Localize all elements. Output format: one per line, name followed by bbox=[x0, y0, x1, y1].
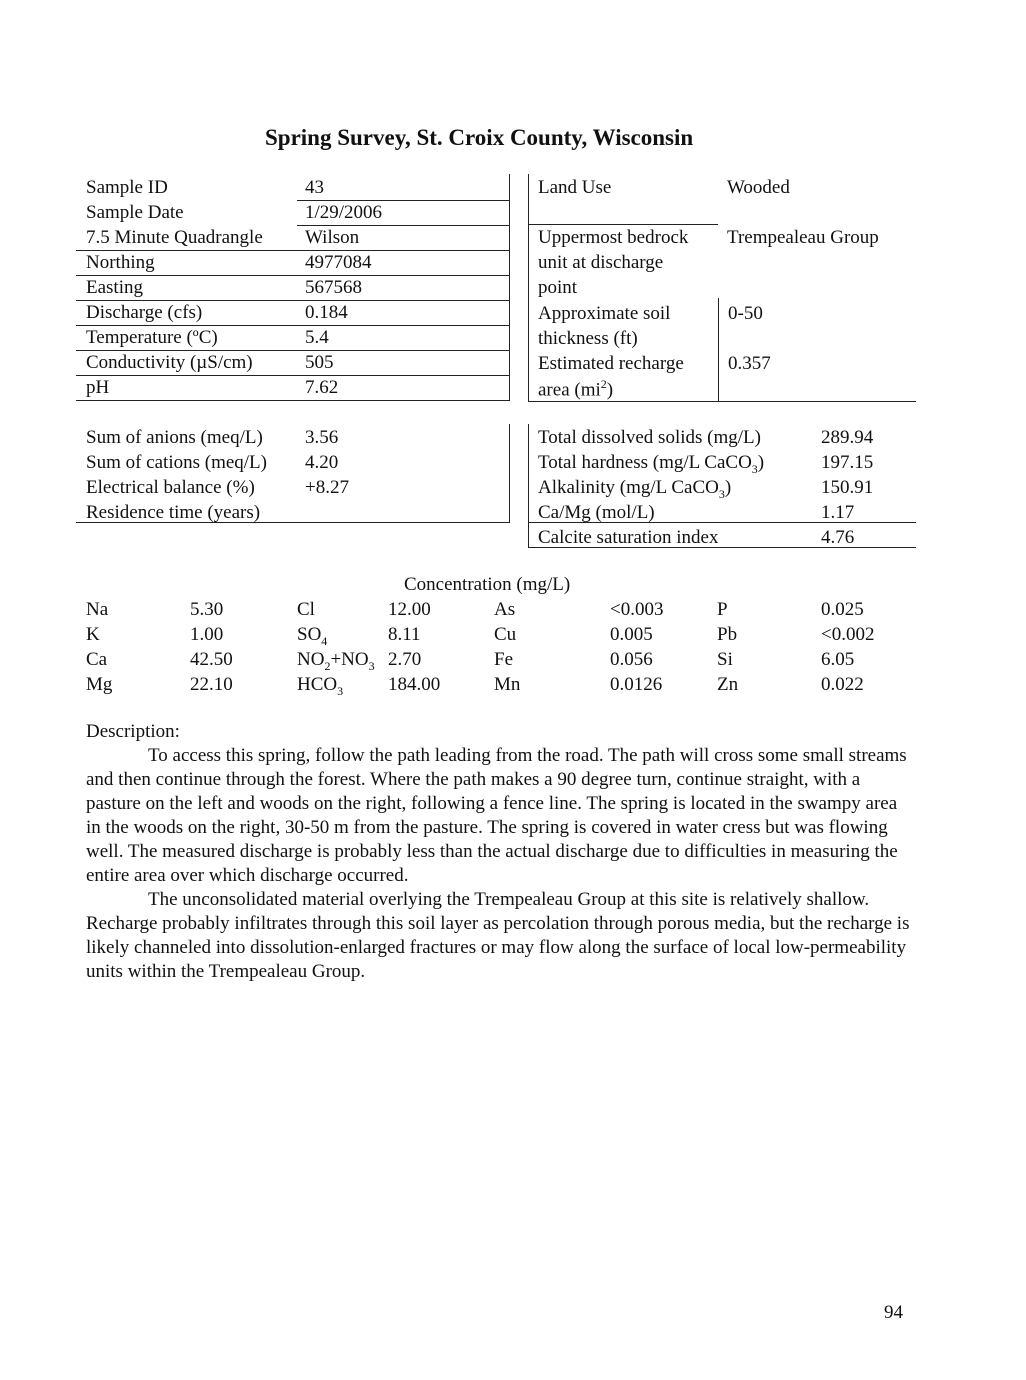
water-quality-label-suffix: ) bbox=[757, 452, 765, 473]
element-symbol-subscript: 3 bbox=[337, 683, 344, 698]
element-symbol-text: Cl bbox=[297, 599, 315, 620]
balance-bottom-rule bbox=[76, 522, 510, 523]
element-symbol-text: NO bbox=[297, 649, 325, 670]
water-quality-label-text: Ca/Mg (mol/L) bbox=[538, 502, 655, 523]
recharge-label-prefix: area (mi bbox=[538, 379, 601, 401]
water-quality-left-border bbox=[528, 424, 529, 548]
element-concentration: 1.00 bbox=[190, 624, 224, 645]
element-symbol bbox=[717, 625, 737, 644]
site-info-label: pH bbox=[86, 377, 110, 398]
site-info-value: 567568 bbox=[305, 277, 362, 298]
description-heading: Description: bbox=[86, 721, 180, 742]
site-info-label: Discharge (cfs) bbox=[86, 302, 203, 323]
element-symbol-subscript: 3 bbox=[368, 658, 375, 673]
bedrock-label-line3: point bbox=[538, 277, 578, 298]
recharge-label-line1: Estimated recharge bbox=[538, 353, 684, 374]
element-symbol-subscript: 4 bbox=[321, 633, 328, 648]
element-concentration: 0.005 bbox=[610, 624, 653, 645]
element-symbol bbox=[717, 600, 728, 619]
site-info-value: 505 bbox=[305, 352, 334, 373]
water-quality-label bbox=[538, 478, 731, 500]
site-info-label: Sample ID bbox=[86, 177, 168, 198]
element-symbol-text: SO bbox=[297, 624, 322, 645]
water-quality-value: 4.76 bbox=[821, 527, 855, 548]
element-symbol bbox=[494, 625, 516, 644]
concentration-heading: Concentration (mg/L) bbox=[404, 574, 571, 595]
site-info-row-rule bbox=[76, 350, 510, 351]
site-info-divider bbox=[509, 174, 510, 401]
element-symbol-text: Zn bbox=[717, 674, 739, 695]
site-info-row-rule bbox=[76, 375, 510, 376]
balance-value: 4.20 bbox=[305, 452, 339, 473]
site-info-row-rule bbox=[76, 300, 510, 301]
bedrock-value: Trempealeau Group bbox=[727, 227, 879, 248]
site-info-value: 7.62 bbox=[305, 377, 339, 398]
element-concentration: 5.30 bbox=[190, 599, 224, 620]
land-info-bottom-rule bbox=[528, 401, 916, 402]
balance-label: Sum of cations (meq/L) bbox=[86, 452, 267, 473]
site-info-value: 0.184 bbox=[305, 302, 348, 323]
water-quality-value: 289.94 bbox=[821, 427, 874, 448]
element-symbol-text: Cu bbox=[494, 624, 517, 645]
water-quality-label-text: Total hardness (mg/L CaCO bbox=[538, 452, 752, 473]
recharge-label-suffix: ) bbox=[606, 379, 614, 401]
balance-value: 3.56 bbox=[305, 427, 339, 448]
element-symbol-text: Ca bbox=[86, 649, 108, 670]
element-symbol bbox=[86, 675, 112, 694]
element-concentration: 0.056 bbox=[610, 649, 653, 670]
element-symbol bbox=[494, 600, 515, 619]
site-info-row-rule bbox=[297, 225, 510, 226]
site-info-label: Northing bbox=[86, 252, 155, 273]
bedrock-label-line2: unit at discharge bbox=[538, 252, 664, 273]
element-symbol bbox=[494, 650, 513, 669]
water-quality-value: 1.17 bbox=[821, 502, 855, 523]
site-info-label: Sample Date bbox=[86, 202, 184, 223]
water-quality-label bbox=[538, 428, 761, 447]
description-paragraph-2: The unconsolidated material overlying the Trempealeau Group at this site is relatively shallow. Recharge probably infiltrates through this soil layer as percolation through porous media, but the recharge is likely channeled into dissolution-enlarged fractures or may flow along the surface of local low-permeability units within the Trempealeau Group. bbox=[86, 889, 910, 982]
land-info-left-border bbox=[528, 174, 529, 401]
element-concentration: 8.11 bbox=[388, 624, 421, 645]
site-info-value: 43 bbox=[305, 177, 324, 198]
element-concentration: 22.10 bbox=[190, 674, 233, 695]
site-info-row-rule bbox=[76, 275, 510, 276]
land-use-value: Wooded bbox=[727, 177, 790, 198]
bedrock-label-line1: Uppermost bedrock bbox=[538, 227, 689, 248]
site-info-row-rule bbox=[76, 250, 510, 251]
element-symbol bbox=[494, 675, 520, 694]
soil-label-line1: Approximate soil bbox=[538, 303, 671, 324]
site-info-value: 1/29/2006 bbox=[305, 202, 383, 223]
element-symbol bbox=[86, 650, 107, 669]
description-body bbox=[86, 744, 910, 984]
recharge-label-line2 bbox=[538, 378, 613, 399]
description-paragraph-1: To access this spring, follow the path leading from the road. The path will cross some small streams and then continue through the forest. Where the path makes a 90 degree turn, continue straight, with a pasture on the left and woods on the right, following a fence line. The spring is located in the swampy area in the woods on the right, 30-50 m from the pasture. The spring is covered in water cress but was flowing well. The measured discharge is probably less than the actual discharge due to difficulties in measuring the entire area over which discharge occurred. bbox=[86, 745, 907, 886]
water-quality-mid-rule bbox=[528, 522, 916, 523]
site-info-row-rule bbox=[76, 400, 510, 401]
element-concentration: 42.50 bbox=[190, 649, 233, 670]
recharge-label-sup: 2 bbox=[600, 377, 607, 391]
balance-label: Sum of anions (meq/L) bbox=[86, 427, 263, 448]
element-concentration: 6.05 bbox=[821, 649, 855, 670]
balance-label: Electrical balance (%) bbox=[86, 477, 255, 498]
site-info-row-rule bbox=[76, 325, 510, 326]
water-quality-label-sub: 3 bbox=[718, 486, 725, 501]
balance-divider bbox=[509, 424, 510, 523]
water-quality-label bbox=[538, 503, 655, 522]
site-info-label: Easting bbox=[86, 277, 143, 298]
site-info-value: 5.4 bbox=[305, 327, 329, 348]
element-symbol-subscript: 2 bbox=[324, 658, 331, 673]
element-concentration: 12.00 bbox=[388, 599, 431, 620]
site-info-value: Wilson bbox=[305, 227, 360, 248]
site-info-value: 4977084 bbox=[305, 252, 372, 273]
element-concentration: 2.70 bbox=[388, 649, 422, 670]
element-symbol-text: Mg bbox=[86, 674, 113, 695]
element-concentration: <0.003 bbox=[610, 599, 664, 620]
element-symbol-text: Pb bbox=[717, 624, 738, 645]
element-concentration: 184.00 bbox=[388, 674, 441, 695]
element-symbol-text: K bbox=[86, 624, 100, 645]
balance-value: +8.27 bbox=[305, 477, 349, 498]
water-quality-label-text: Alkalinity (mg/L CaCO bbox=[538, 477, 719, 498]
land-use-label: Land Use bbox=[538, 177, 612, 198]
element-symbol bbox=[297, 625, 327, 647]
land-use-rule bbox=[528, 224, 718, 225]
element-symbol-text: Si bbox=[717, 649, 733, 670]
water-quality-label bbox=[538, 528, 718, 547]
element-concentration: 0.022 bbox=[821, 674, 864, 695]
element-symbol-text: Na bbox=[86, 599, 109, 620]
page-title: Spring Survey, St. Croix County, Wisconsin bbox=[265, 125, 694, 150]
element-symbol-text: P bbox=[717, 599, 728, 620]
element-concentration: 0.025 bbox=[821, 599, 864, 620]
element-symbol bbox=[297, 650, 375, 672]
water-quality-value: 150.91 bbox=[821, 477, 874, 498]
site-info-label: Temperature (ºC) bbox=[86, 327, 218, 348]
site-info-label: 7.5 Minute Quadrangle bbox=[86, 227, 263, 248]
balance-label: Residence time (years) bbox=[86, 502, 261, 523]
element-concentration: <0.002 bbox=[821, 624, 875, 645]
element-symbol-text: Mn bbox=[494, 674, 521, 695]
element-symbol bbox=[717, 650, 733, 669]
water-quality-bottom-rule bbox=[528, 547, 916, 548]
element-symbol bbox=[86, 625, 100, 644]
water-quality-label-text: Calcite saturation index bbox=[538, 527, 719, 548]
site-info-row-rule bbox=[297, 200, 510, 201]
element-concentration: 0.0126 bbox=[610, 674, 663, 695]
site-info-label: Conductivity (µS/cm) bbox=[86, 352, 253, 373]
soil-value: 0-50 bbox=[728, 303, 763, 324]
element-symbol bbox=[717, 675, 738, 694]
page-number: 94 bbox=[884, 1302, 903, 1323]
water-quality-label bbox=[538, 453, 764, 475]
element-symbol bbox=[86, 600, 108, 619]
soil-label-line2: thickness (ft) bbox=[538, 328, 638, 349]
land-info-inner-divider bbox=[718, 298, 719, 401]
recharge-value: 0.357 bbox=[728, 353, 771, 374]
element-symbol-text: +NO bbox=[330, 649, 369, 670]
element-symbol-text: As bbox=[494, 599, 516, 620]
element-symbol bbox=[297, 675, 343, 697]
water-quality-value: 197.15 bbox=[821, 452, 874, 473]
element-symbol bbox=[297, 600, 315, 619]
water-quality-label-suffix: ) bbox=[724, 477, 732, 498]
element-symbol-text: Fe bbox=[494, 649, 513, 670]
water-quality-label-sub: 3 bbox=[751, 461, 758, 476]
water-quality-label-text: Total dissolved solids (mg/L) bbox=[538, 427, 761, 448]
element-symbol-text: HCO bbox=[297, 674, 338, 695]
